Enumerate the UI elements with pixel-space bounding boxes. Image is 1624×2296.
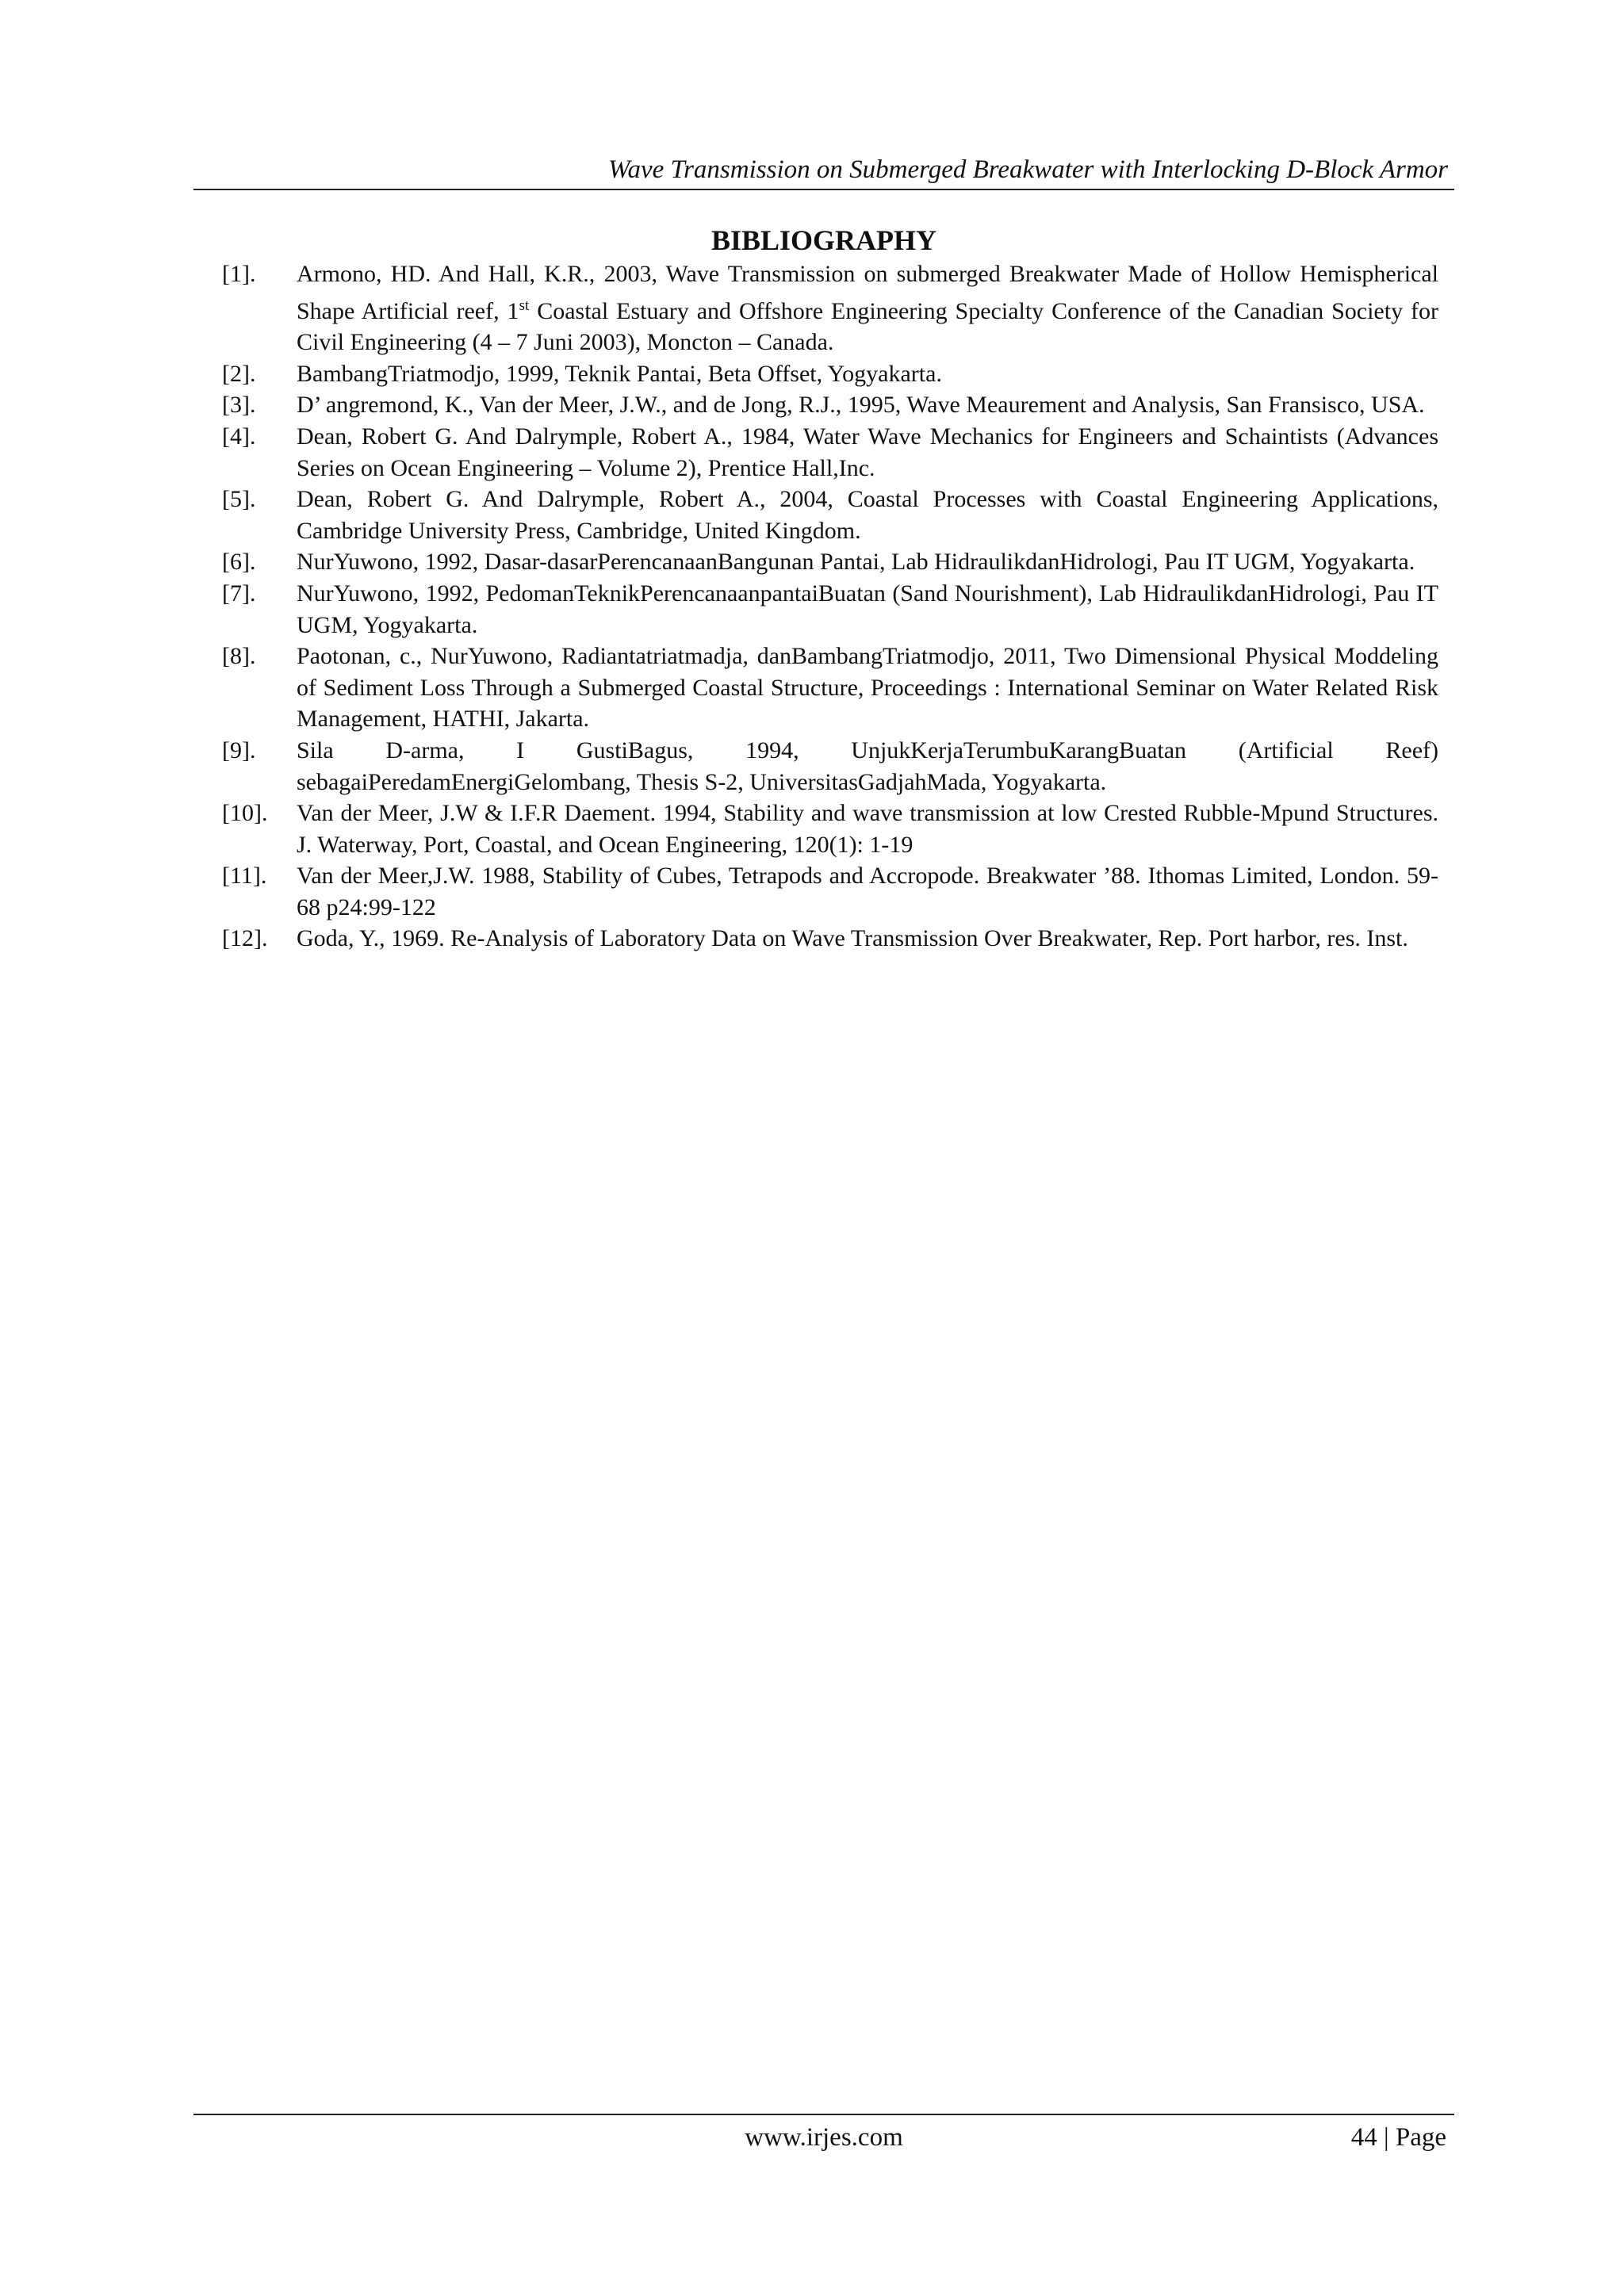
page-number: 44 | Page: [1350, 2123, 1446, 2152]
reference-text: BambangTriatmodjo, 1999, Teknik Pantai, Beta Offset, Yogyakarta.: [297, 360, 942, 387]
reference-text-part: Armono, HD. And Hall, K.R., 2003, Wave Transmission on submerged Breakwater Made of Hollow Hemispherical Shape Artificial reef, 1: [297, 261, 1438, 324]
reference-item-12: [222, 923, 1438, 955]
running-header: Wave Transmission on Submerged Breakwater with Interlocking D-Block Armor: [608, 155, 1448, 184]
reference-list: [222, 258, 1438, 955]
footer-divider: [193, 2114, 1454, 2115]
reference-item-8: [222, 641, 1438, 735]
reference-item-2: [222, 358, 1438, 390]
reference-text: NurYuwono, 1992, Dasar-dasarPerencanaanBangunan Pantai, Lab HidraulikdanHidrologi, Pau IT UGM, Yogyakarta.: [297, 549, 1415, 576]
reference-text: Goda, Y., 1969. Re-Analysis of Laboratory Data on Wave Transmission Over Breakwater, Rep. Port harbor, res. Inst.: [297, 925, 1408, 952]
reference-item-11: [222, 860, 1438, 923]
reference-number: [5].: [222, 486, 256, 513]
reference-number: [10].: [222, 800, 268, 827]
reference-number: [6].: [222, 549, 256, 576]
reference-text: Van der Meer, J.W & I.F.R Daement. 1994, Stability and wave transmission at low Crested Rubble-Mpund Structures. J. Waterway, Port, Coastal, and Ocean Engineering, 120(1): 1-19: [297, 800, 1438, 858]
reference-number: [2].: [222, 360, 256, 387]
reference-item-1: [222, 258, 1438, 358]
reference-item-6: [222, 546, 1438, 578]
reference-number: [1].: [222, 261, 256, 287]
reference-item-4: [222, 421, 1438, 484]
reference-item-9: [222, 735, 1438, 798]
bibliography-title: BIBLIOGRAPHY: [710, 224, 937, 256]
reference-text: Paotonan, c., NurYuwono, Radiantatriatmadja, danBambangTriatmodjo, 2011, Two Dimensional Physical Moddeling of Sediment Loss Through a Submerged Coastal Structure, Proceedings : International Seminar on Water Related Risk Management, HATHI, Jakarta.: [297, 643, 1438, 733]
reference-text: NurYuwono, 1992, PedomanTeknikPerencanaanpantaiBuatan (Sand Nourishment), Lab HidraulikdanHidrologi, Pau IT UGM, Yogyakarta.: [297, 580, 1438, 638]
reference-text: Dean, Robert G. And Dalrymple, Robert A., 1984, Water Wave Mechanics for Engineers and Schaintists (Advances Series on Ocean Engineering – Volume 2), Prentice Hall,Inc.: [297, 423, 1438, 481]
reference-text: Sila D-arma, I GustiBagus, 1994, UnjukKerjaTerumbuKarangBuatan (Artificial Reef) sebagaiPeredamEnergiGelombang, Thesis S-2, UniversitasGadjahMada, Yogyakarta.: [297, 737, 1438, 795]
reference-item-7: [222, 578, 1438, 641]
reference-number: [12].: [222, 925, 268, 952]
reference-number: [9].: [222, 737, 256, 763]
reference-text: [297, 258, 1438, 358]
reference-item-5: [222, 484, 1438, 546]
reference-text: D’ angremond, K., Van der Meer, J.W., and de Jong, R.J., 1995, Wave Meaurement and Analysis, San Fransisco, USA.: [297, 392, 1425, 419]
reference-item-10: [222, 798, 1438, 860]
header-divider: [193, 189, 1454, 190]
reference-item-3: [222, 389, 1438, 421]
superscript: st: [519, 297, 530, 314]
reference-text-part: Coastal Estuary and Offshore Engineering Specialty Conference of the Canadian Society for Civil Engineering (4 – 7 Juni 2003), Moncton – Canada.: [297, 297, 1438, 356]
reference-number: [7].: [222, 580, 256, 607]
footer-website: www.irjes.com: [745, 2123, 903, 2152]
reference-number: [3].: [222, 392, 256, 419]
reference-number: [4].: [222, 423, 256, 450]
reference-number: [11].: [222, 863, 267, 890]
reference-text: Van der Meer,J.W. 1988, Stability of Cubes, Tetrapods and Accropode. Breakwater ’88. Ithomas Limited, London. 59-68 p24:99-122: [297, 863, 1438, 920]
reference-text: Dean, Robert G. And Dalrymple, Robert A., 2004, Coastal Processes with Coastal Engineering Applications, Cambridge University Press, Cambridge, United Kingdom.: [297, 486, 1438, 544]
reference-number: [8].: [222, 643, 256, 670]
